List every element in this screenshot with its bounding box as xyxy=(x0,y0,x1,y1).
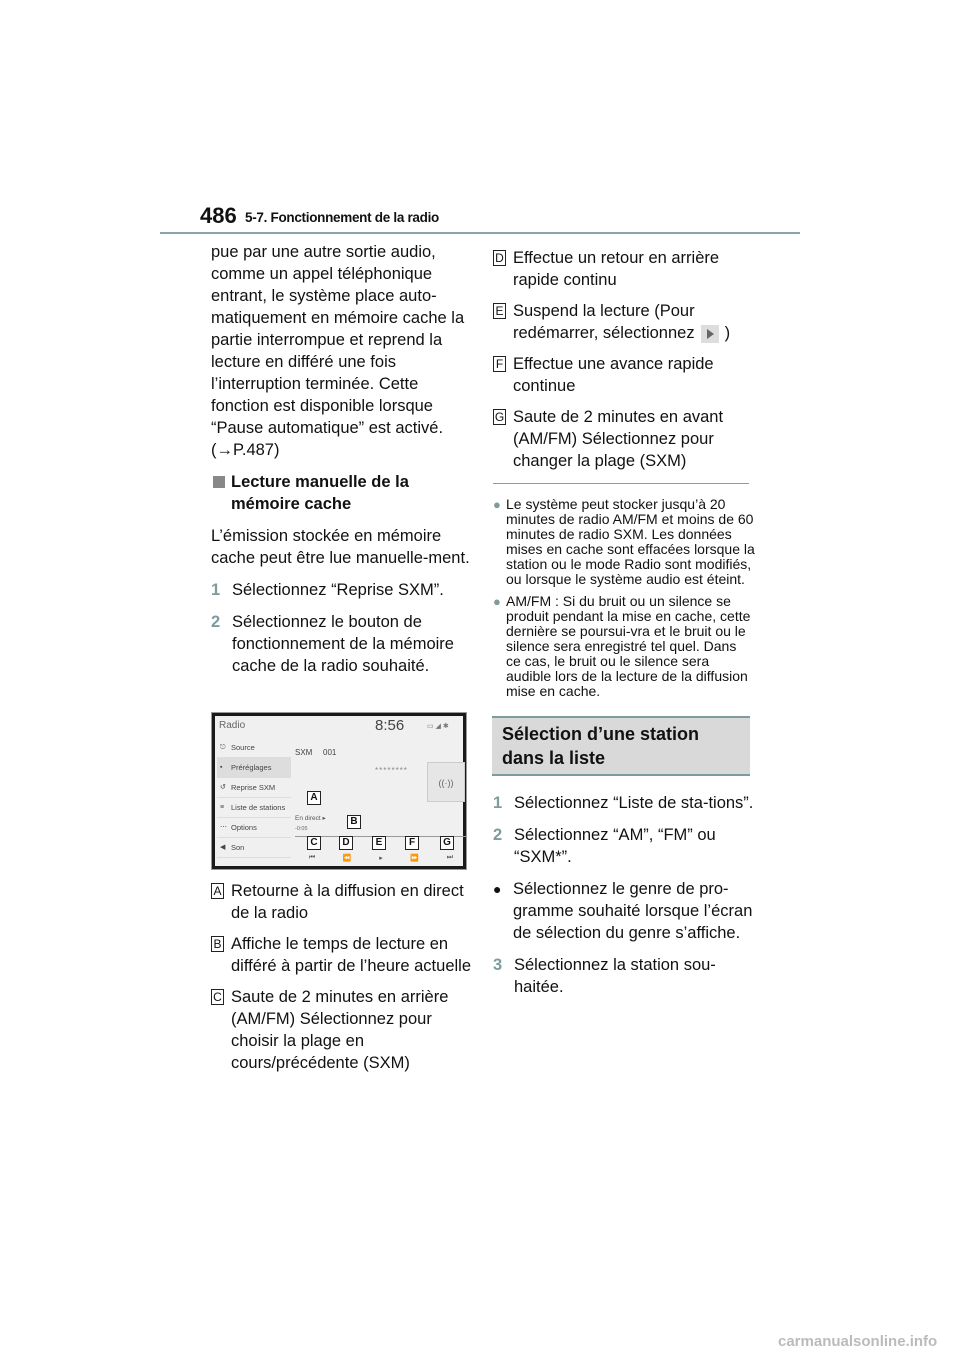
channel-number: 001 xyxy=(323,748,337,757)
bullet-item xyxy=(493,878,755,944)
bullet-text: Sélectionnez le genre de pro-gramme souhaité lorsque l’écran de sélection du genre s’affiche. xyxy=(513,880,753,942)
step-number: 1 xyxy=(493,794,503,812)
label-text: Saute de 2 minutes en avant (AM/FM) Sélectionnez pour changer la plage (SXM) xyxy=(513,408,724,470)
antenna-icon: ((·)) xyxy=(427,762,465,802)
label-key: F xyxy=(493,356,506,372)
left-labels xyxy=(211,880,471,1083)
section-title: 5-7. Fonctionnement de la radio xyxy=(245,210,439,225)
label-text: Effectue une avance rapide continue xyxy=(513,355,714,395)
label-a xyxy=(211,880,471,924)
menu-label: Source xyxy=(231,743,255,752)
label-e xyxy=(493,300,755,344)
step-text: Sélectionnez la station sou-haitée. xyxy=(514,956,716,996)
skip-forward-button[interactable]: ⏭ xyxy=(446,854,454,861)
label-key: D xyxy=(493,250,506,266)
speaker-icon: ◀ xyxy=(220,844,226,851)
step-1 xyxy=(211,579,471,601)
callout-c: C xyxy=(307,836,321,850)
callout-b: B xyxy=(347,815,361,829)
live-button[interactable]: En direct ▸ xyxy=(295,815,326,822)
label-key: C xyxy=(211,989,224,1005)
source-icon: ⎋ xyxy=(220,744,226,751)
menu-replay[interactable] xyxy=(217,778,291,798)
callout-e: E xyxy=(372,836,386,850)
replay-position: -0:05 xyxy=(295,826,308,832)
menu-label: Préréglages xyxy=(231,763,272,772)
step-number: 2 xyxy=(211,613,221,631)
label-text: Affiche le temps de lecture en différé à partir de l’heure actuelle xyxy=(231,935,472,975)
bullet-icon: ● xyxy=(493,881,502,897)
menu-label: Son xyxy=(231,843,245,852)
screen-title: Radio xyxy=(219,720,246,731)
band-label: SXM xyxy=(295,748,313,757)
step-1 xyxy=(493,792,755,814)
square-icon xyxy=(213,476,225,488)
playback-controls xyxy=(295,854,467,862)
page-number: 486 xyxy=(200,203,237,228)
label-b xyxy=(211,933,471,977)
label-text: Suspend la lecture (Pour redémarrer, sélectionnez xyxy=(513,302,695,342)
callout-a: A xyxy=(307,791,321,805)
step-number: 1 xyxy=(211,581,221,599)
bullet-icon: ● xyxy=(493,497,501,512)
rewind-button[interactable]: ⏪ xyxy=(342,855,352,862)
label-key: E xyxy=(493,303,506,319)
pause-button[interactable]: ▸ xyxy=(379,855,383,862)
step-text: Sélectionnez “Reprise SXM”. xyxy=(232,581,444,599)
step-2 xyxy=(211,611,471,677)
menu-presets[interactable] xyxy=(217,758,291,778)
callout-g: G xyxy=(440,836,454,850)
replay-icon: ↺ xyxy=(220,784,226,791)
menu-label: Reprise SXM xyxy=(231,783,276,792)
label-text-end: ) xyxy=(724,324,731,342)
subheading xyxy=(211,471,471,515)
note-text: AM/FM : Si du bruit ou un silence se produit pendant la mise en cache, cette dernière se poursui-vra et le bruit ou le silence sera enregistré tel quel. Dans ce cas, le bruit ou le silence sera audible lors de la lecture de la diffusion mise en cache. xyxy=(506,593,751,699)
skip-back-button[interactable]: ⏮ xyxy=(308,854,316,861)
label-f xyxy=(493,353,755,397)
station-name: ******** xyxy=(375,766,408,775)
play-icon xyxy=(701,325,719,343)
note-2 xyxy=(493,594,755,699)
step-number: 2 xyxy=(493,826,503,844)
section-heading: Sélection d’une station dans la liste xyxy=(492,716,750,776)
label-c xyxy=(211,986,471,1074)
left-column xyxy=(211,241,471,687)
menu-label: Options xyxy=(231,823,257,832)
header-rule xyxy=(160,232,800,234)
menu-station-list[interactable] xyxy=(217,798,291,818)
note-1 xyxy=(493,497,755,587)
callout-f: F xyxy=(405,836,419,850)
label-d xyxy=(493,247,755,291)
step-number: 3 xyxy=(493,956,503,974)
callout-d: D xyxy=(339,836,353,850)
menu-options[interactable] xyxy=(217,818,291,838)
status-icons: ▭ ◢ ✱ xyxy=(427,723,449,730)
presets-icon: ▪ xyxy=(220,764,223,771)
list-icon: ≡ xyxy=(220,804,225,811)
subheading-text: Lecture manuelle de la mémoire cache xyxy=(231,473,409,513)
step-3 xyxy=(493,954,755,998)
watermark: carmanualsonline.info xyxy=(778,1333,938,1350)
more-icon: ⋯ xyxy=(220,824,227,831)
note-text: Le système peut stocker jusqu’à 20 minutes de radio AM/FM et moins de 60 minutes de radio SXM. Les données mises en cache sont effacées lorsque la station ou le mode Radio sont modifiés, ou lorsque le système audio est éteint. xyxy=(506,496,755,587)
bullet-icon: ● xyxy=(493,594,501,609)
label-text: Saute de 2 minutes en arrière (AM/FM) Sélectionnez pour choisir la plage en cours/précédente (SXM) xyxy=(231,988,449,1072)
right-column xyxy=(493,247,755,1008)
step-2 xyxy=(493,824,755,868)
description: L’émission stockée en mémoire cache peut être lue manuelle-ment. xyxy=(211,527,470,567)
label-key: A xyxy=(211,883,224,899)
screen-menu xyxy=(217,738,291,858)
step-text: Sélectionnez le bouton de fonctionnement de la mémoire cache de la radio souhaité. xyxy=(232,613,454,675)
label-text: Effectue un retour en arrière rapide continu xyxy=(513,249,720,289)
step-text: Sélectionnez “AM”, “FM” ou “SXM*”. xyxy=(514,826,716,866)
menu-label: Liste de stations xyxy=(231,803,286,812)
label-text: Retourne à la diffusion en direct de la radio xyxy=(231,882,464,922)
menu-sound[interactable] xyxy=(217,838,291,858)
menu-source[interactable] xyxy=(217,738,291,758)
step-text: Sélectionnez “Liste de sta-tions”. xyxy=(514,794,754,812)
fast-forward-button[interactable]: ⏩ xyxy=(410,855,420,862)
label-key: B xyxy=(211,936,224,952)
separator xyxy=(493,483,749,484)
label-g xyxy=(493,406,755,472)
label-key: G xyxy=(494,410,505,424)
screen-clock: 8:56 xyxy=(375,717,405,734)
intro-text: pue par une autre sortie audio, comme un appel téléphonique entrant, le système place auto-matiquement en mémoire cache la partie interrompue et reprend la lecture en différé une fois l’interruption terminée. Cette fonction est disponible lorsque “Pause automatique” est activé. (→P.487) xyxy=(211,243,465,459)
radio-screenshot xyxy=(211,712,467,870)
live-label: En direct xyxy=(295,815,321,822)
